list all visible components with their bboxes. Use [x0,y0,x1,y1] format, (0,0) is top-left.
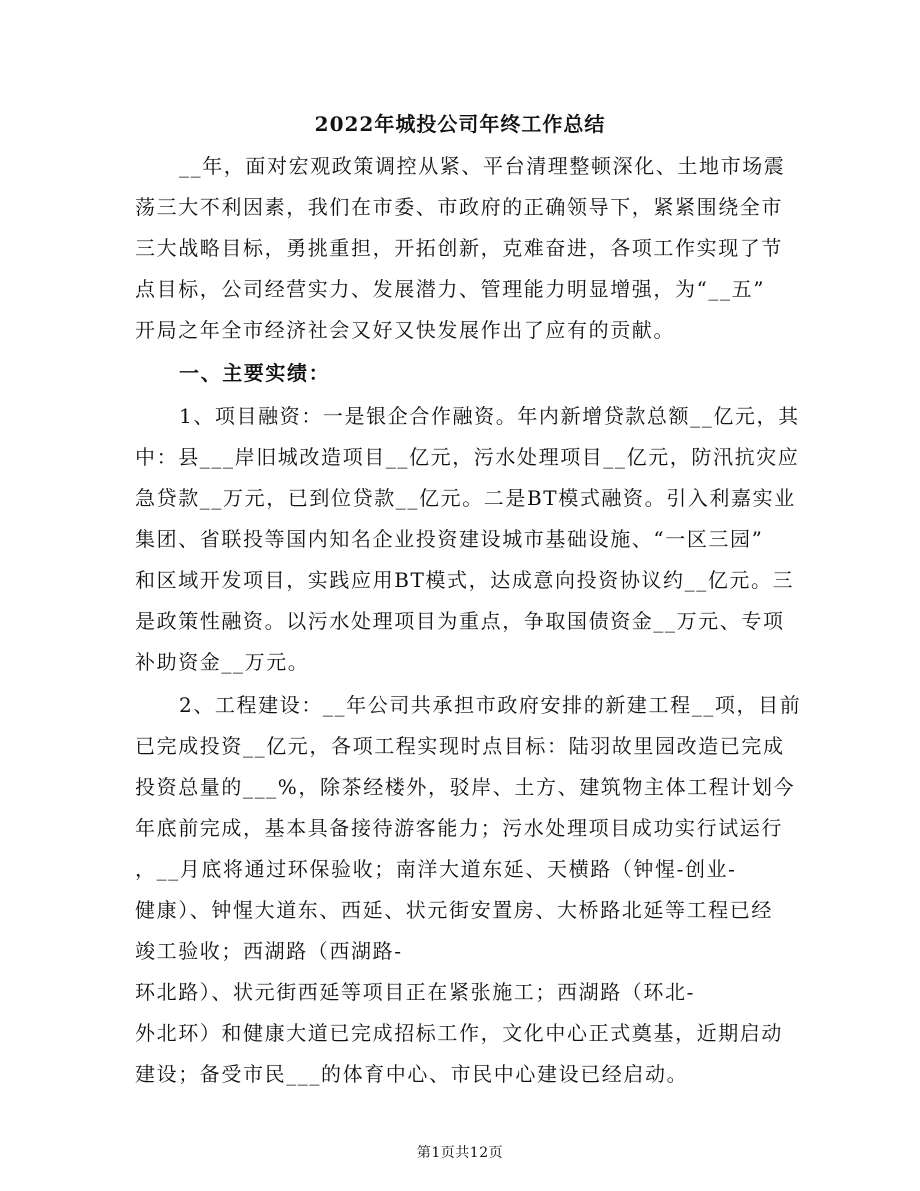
paragraph-line: 急贷款__万元，已到位贷款__亿元。二是BT模式融资。引入利嘉实业 [135,486,796,510]
paragraph-line: ，__月底将通过环保验收；南洋大道东延、天横路（钟惺-创业- [135,857,737,881]
paragraph-line: 是政策性融资。以污水处理项目为重点，争取国债资金__万元、专项 [135,609,785,633]
paragraph-line: 2、工程建设：__年公司共承担市政府安排的新建工程__项，目前 [179,693,802,717]
paragraph-line: __年，面对宏观政策调控从紧、平台清理整顿深化、土地市场震 [179,154,786,178]
page-number: 第1页共12页 [416,1145,504,1161]
section-heading: 一、主要实绩： [179,361,331,385]
paragraph-line: 1、项目融资：一是银企合作融资。年内新增贷款总额__亿元，其 [179,404,800,428]
document-title: 2022年城投公司年终工作总结 [314,112,606,136]
paragraph-line: 环北路）、状元街西延等项目正在紧张施工；西湖路（环北- [135,980,695,1004]
paragraph-line: 外北环）和健康大道已完成招标工作，文化中心正式奠基，近期启动 [135,1021,783,1045]
paragraph-line: 三大战略目标，勇挑重担，开拓创新，克难奋进，各项工作实现了节 [135,236,783,260]
paragraph-line: 健康）、钟惺大道东、西延、状元街安置房、大桥路北延等工程已经 [135,898,773,922]
paragraph-line: 荡三大不利因素，我们在市委、市政府的正确领导下，紧紧围绕全市 [135,195,783,219]
paragraph-line: 年底前完成，基本具备接待游客能力；污水处理项目成功实行试运行 [135,816,783,840]
paragraph-line: 开局之年全市经济社会又好又快发展作出了应有的贡献。 [135,318,675,342]
document-body [135,146,802,1095]
paragraph-line: 补助资金__万元。 [135,650,310,674]
paragraph-line: 已完成投资__亿元，各项工程实现时点目标：陆羽故里园改造已完成 [135,734,785,758]
paragraph-line: 中：县___岸旧城改造项目__亿元，污水处理项目__亿元，防汛抗灾应 [135,445,800,469]
paragraph-line: 投资总量的___%，除茶经楼外，驳岸、土方、建筑物主体工程计划今 [135,775,796,799]
paragraph-line: 竣工验收；西湖路（西湖路- [135,939,403,963]
paragraph-line: 点目标，公司经营实力、发展潜力、管理能力明显增强，为“__五” [135,277,766,301]
paragraph-line: 和区域开发项目，实践应用BT模式，达成意向投资协议约__亿元。三 [135,568,795,592]
paragraph-line: 建设；备受市民___的体育中心、市民中心建设已经启动。 [135,1062,689,1086]
paragraph-line: 集团、省联投等国内知名企业投资建设城市基础设施、“一区三园” [135,527,764,551]
